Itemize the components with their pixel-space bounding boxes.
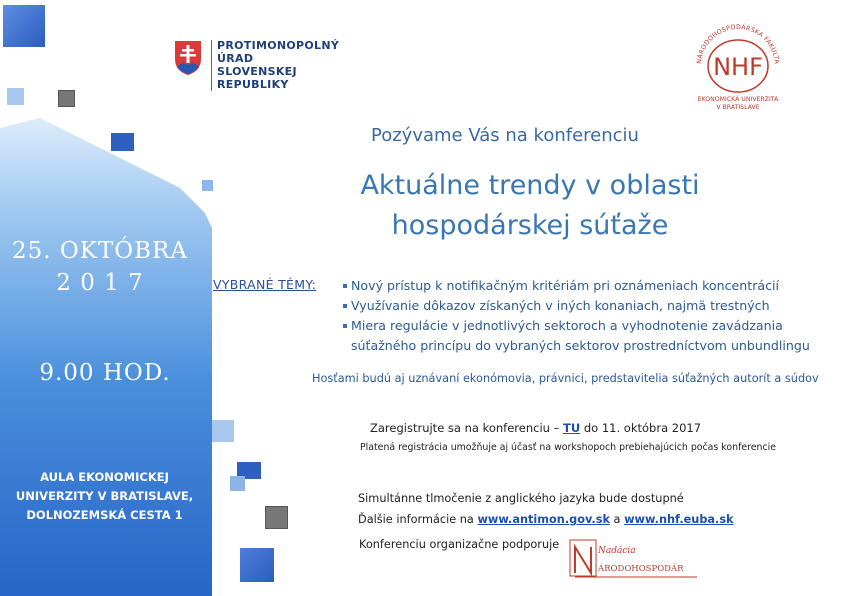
registration-link[interactable]: TU (563, 421, 581, 435)
decor-square (212, 420, 234, 442)
nhf-link[interactable]: www.nhf.euba.sk (624, 513, 734, 526)
slovak-coat-of-arms-icon (173, 39, 203, 77)
topics-list (343, 276, 810, 356)
topic-item: Miera regulácie v jednotlivých sektoroch a vyhodnotenie zavádzania (343, 316, 810, 336)
decor-square (230, 476, 245, 491)
urad-name (217, 39, 339, 91)
conference-title (310, 166, 750, 246)
hosts-text: Hosťami budú aj uznávaní ekonómovia, právnici, predstavitelia súťažných autorít a súdov (312, 372, 819, 385)
venue-line: UNIVERZITY V BRATISLAVE, (15, 489, 194, 503)
interpretation-note: Simultánne tlmočenie z anglického jazyka bude dostupné (358, 492, 684, 505)
registration-line (370, 421, 701, 435)
registration-note: Platená registrácia umožňuje aj účasť na workshopoch prebiehajúcich počas konferencie (360, 442, 777, 453)
urad-line: PROTIMONOPOLNÝ (217, 39, 340, 52)
urad-line: REPUBLIKY (217, 78, 289, 91)
info-mid: a (609, 513, 625, 526)
nhf-logo (683, 22, 793, 122)
decor-square (111, 133, 134, 151)
nadacia-top: Nadácia (598, 546, 636, 556)
nhf-ring-text: NÁRODOHOSPODÁRSKA FAKULTA (696, 23, 781, 65)
time: 9.00 HOD. (39, 360, 171, 386)
topic-item-continuation: súťažného princípu do vybraných sektorov prostredníctvom unbundlingu (351, 338, 810, 353)
more-info-line (358, 513, 734, 526)
antimon-link[interactable]: www.antimon.gov.sk (477, 513, 610, 526)
urad-line: ÚRAD (217, 52, 254, 65)
registration-suffix: do 11. októbra 2017 (580, 421, 702, 435)
decor-square (7, 88, 24, 105)
decor-square (240, 548, 274, 582)
venue-line: DOLNOZEMSKÁ CESTA 1 (26, 508, 183, 522)
topics-label: VYBRANÉ TÉMY: (213, 277, 317, 292)
decor-square (58, 90, 75, 107)
topic-item: Využívanie dôkazov získaných v iných konaniach, najmä trestných (343, 296, 810, 316)
invite-text: Pozývame Vás na konferenciu (371, 125, 639, 146)
title-line: hospodárskej súťaže (391, 210, 669, 241)
date-day: 25. OKTÓBRA (12, 238, 188, 264)
nhf-letters: NHF (713, 53, 763, 81)
nhf-university: EKONOMICKÁ UNIVERZITA (697, 96, 779, 103)
registration-prefix: Zaregistrujte sa na konferenciu – (370, 421, 564, 435)
date-year: 2 0 1 7 (56, 270, 144, 296)
logo-divider (211, 40, 212, 91)
decor-square (202, 180, 213, 191)
urad-line: SLOVENSKEJ (217, 65, 297, 78)
title-line: Aktuálne trendy v oblasti (360, 170, 700, 201)
decor-square (265, 506, 288, 529)
support-text: Konferenciu organizačne podporuje (359, 538, 560, 551)
venue-line: AULA EKONOMICKEJ (40, 470, 169, 484)
nadacia-bottom: ÁRODOHOSPODÁR (598, 564, 684, 574)
info-prefix: Ďalšie informácie na (358, 513, 478, 526)
nhf-city: V BRATISLAVE (716, 104, 760, 111)
topic-item: Nový prístup k notifikačným kritériám pri oznámeniach koncentrácií (343, 276, 810, 296)
venue (2, 468, 207, 525)
nadacia-logo (569, 539, 699, 579)
decor-square (3, 5, 45, 47)
